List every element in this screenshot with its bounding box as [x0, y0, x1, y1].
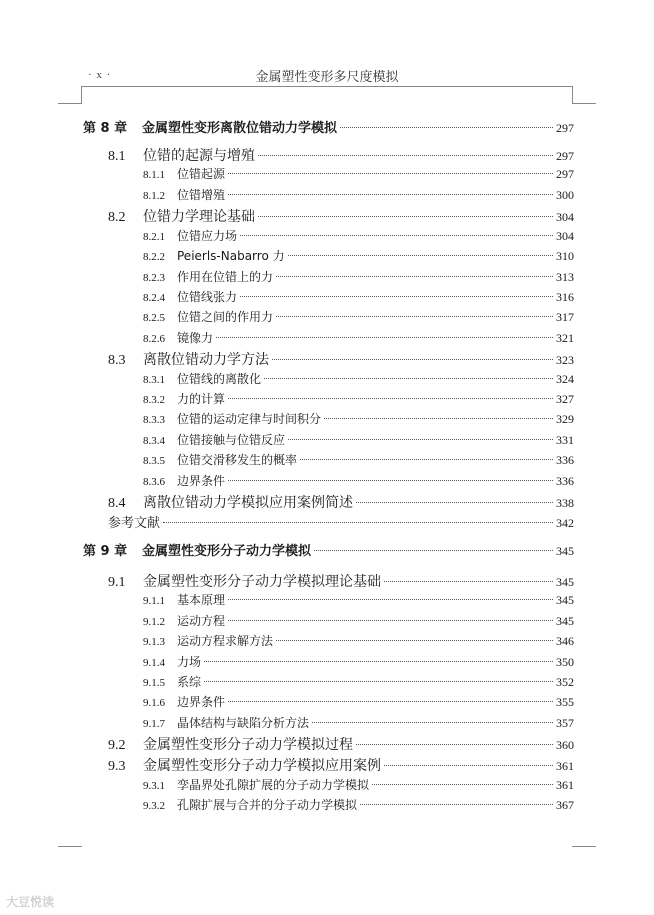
- toc-entry-number: 8.1.2: [143, 190, 165, 202]
- dot-leader: [384, 765, 553, 766]
- toc-entry-chapter: [83, 117, 574, 136]
- toc-entry-title: 位错应力场: [177, 229, 238, 243]
- toc-entry-title: 力的计算: [177, 392, 226, 406]
- toc-entry-number: 9.1.3: [143, 636, 165, 648]
- dot-leader: [276, 276, 553, 277]
- toc-entry-page: 345: [556, 544, 574, 558]
- toc-entry-page: 310: [556, 249, 574, 263]
- toc-entry-section: [108, 349, 574, 369]
- toc-entry-ref: [108, 512, 574, 531]
- dot-leader: [276, 640, 553, 641]
- toc-entry-number: 8.3.5: [143, 455, 165, 467]
- toc-entry-sub: [143, 410, 574, 427]
- toc-entry-sub: [143, 632, 574, 649]
- toc-entry-title: 孪晶界处孔隙扩展的分子动力学模拟: [177, 778, 370, 792]
- toc-entry-number: 8.1.1: [143, 169, 165, 181]
- toc-entry-section: [108, 145, 574, 165]
- crop-mark-tr-vertical: [572, 86, 573, 104]
- toc-entry-title: 金属塑性变形分子动力学模拟理论基础: [143, 574, 381, 590]
- toc-entry-number: 9.1.2: [143, 616, 165, 628]
- toc-entry-number: 8.3: [108, 353, 126, 368]
- toc-entry-title: 离散位错动力学模拟应用案例简述: [143, 495, 353, 511]
- toc-entry-title: 金属塑性变形离散位错动力学模拟: [142, 121, 338, 136]
- dot-leader: [288, 255, 553, 256]
- toc-entry-page: 345: [556, 593, 574, 607]
- toc-entry-page: 345: [556, 575, 574, 589]
- toc-entry-sub: [143, 612, 574, 629]
- toc-entry-sub: [143, 390, 574, 407]
- toc-entry-sub: [143, 268, 574, 285]
- toc-entry-title: 位错之间的作用力: [177, 310, 274, 324]
- crop-mark-br-horizontal: [572, 846, 596, 847]
- toc-entry-page: 297: [556, 167, 574, 181]
- toc-entry-sub: [143, 186, 574, 203]
- toc-entry-sub: [143, 673, 574, 690]
- toc-entry-title: 边界条件: [177, 695, 226, 709]
- toc-entry-title: 位错线张力: [177, 290, 238, 304]
- toc-entry-number: 8.2.1: [143, 231, 165, 243]
- dot-leader: [258, 216, 553, 217]
- toc-entry-sub: [143, 451, 574, 468]
- toc-entry-number: 9.3: [108, 759, 126, 774]
- toc-entry-title: 基本原理: [177, 593, 226, 607]
- toc-entry-number: 8.3.1: [143, 374, 165, 386]
- dot-leader: [314, 550, 553, 551]
- toc-entry-number: 8.1: [108, 149, 126, 164]
- toc-entry-title: 位错力学理论基础: [143, 209, 255, 225]
- toc-entry-number: 第 9 章: [83, 544, 128, 559]
- dot-leader: [228, 398, 553, 399]
- dot-leader: [272, 359, 553, 360]
- toc-entry-title: 镜像力: [177, 331, 214, 345]
- toc-entry-sub: [143, 227, 574, 244]
- toc-entry-number: 9.1.1: [143, 595, 165, 607]
- toc-entry-number: 8.2.4: [143, 292, 165, 304]
- dot-leader: [360, 804, 553, 805]
- dot-leader: [384, 581, 553, 582]
- dot-leader: [216, 337, 553, 338]
- toc-entry-sub: [143, 247, 574, 264]
- dot-leader: [204, 661, 553, 662]
- dot-leader: [240, 296, 553, 297]
- toc-entry-page: 300: [556, 188, 574, 202]
- toc-entry-page: 329: [556, 412, 574, 426]
- dot-leader: [356, 744, 553, 745]
- dot-leader: [288, 439, 553, 440]
- toc-entry-number: 9.1.7: [143, 718, 165, 730]
- toc-entry-page: 338: [556, 496, 574, 510]
- toc-entry-title: 孔隙扩展与合并的分子动力学模拟: [177, 798, 358, 812]
- toc-entry-page: 350: [556, 655, 574, 669]
- toc-entry-number: 8.2.6: [143, 333, 165, 345]
- toc-entry-sub: [143, 591, 574, 608]
- dot-leader: [240, 235, 553, 236]
- toc-entry-title: 金属塑性变形分子动力学模拟过程: [143, 737, 353, 753]
- dot-leader: [228, 620, 553, 621]
- toc-entry-page: 317: [556, 310, 574, 324]
- dot-leader: [356, 502, 553, 503]
- dot-leader: [340, 127, 553, 128]
- toc-entry-title: 力场: [177, 655, 202, 669]
- toc-entry-title: 晶体结构与缺陷分析方法: [177, 716, 310, 730]
- dot-leader: [228, 599, 553, 600]
- toc-entry-number: 9.3.2: [143, 800, 165, 812]
- crop-mark-bl-horizontal: [58, 846, 82, 847]
- toc-entry-title: 作用在位错上的力: [177, 270, 274, 284]
- running-header-title: 金属塑性变形多尺度模拟: [255, 70, 399, 85]
- dot-leader: [300, 459, 553, 460]
- toc-entry-section: [108, 206, 574, 226]
- toc-entry-page: 324: [556, 372, 574, 386]
- toc-entry-page: 360: [556, 738, 574, 752]
- toc-entry-title: 位错交滑移发生的概率: [177, 453, 298, 467]
- toc-entry-page: 357: [556, 716, 574, 730]
- toc-entry-page: 361: [556, 759, 574, 773]
- toc-entry-page: 352: [556, 675, 574, 689]
- toc-entry-title: 边界条件: [177, 474, 226, 488]
- toc-entry-sub: [143, 431, 574, 448]
- toc-entry-number: 9.1.4: [143, 657, 165, 669]
- page-number-roman: · x ·: [88, 69, 112, 81]
- toc-entry-page: 297: [556, 149, 574, 163]
- toc-entry-title: 参考文献: [108, 516, 161, 531]
- toc-entry-sub: [143, 653, 574, 670]
- toc-entry-page: 304: [556, 210, 574, 224]
- toc-entry-title: 位错线的离散化: [177, 372, 262, 386]
- toc-entry-title: 位错的运动定律与时间积分: [177, 412, 322, 426]
- dot-leader: [228, 173, 553, 174]
- toc-entry-number: 第 8 章: [83, 121, 128, 136]
- header-rule: [81, 86, 573, 87]
- toc-entry-number: 8.3.6: [143, 476, 165, 488]
- toc-entry-title: 运动方程: [177, 614, 226, 628]
- toc-entry-sub: [143, 288, 574, 305]
- toc-entry-page: 346: [556, 634, 574, 648]
- crop-mark-tl-vertical: [81, 86, 82, 104]
- toc-entry-sub: [143, 796, 574, 813]
- toc-entry-sub: [143, 472, 574, 489]
- toc-entry-sub: [143, 714, 574, 731]
- dot-leader: [228, 194, 553, 195]
- toc-entry-number: 9.1.5: [143, 677, 165, 689]
- toc-entry-page: 336: [556, 474, 574, 488]
- toc-entry-title: 位错接触与位错反应: [177, 433, 286, 447]
- toc-entry-chapter: [83, 540, 574, 559]
- dot-leader: [372, 784, 553, 785]
- toc-entry-page: 336: [556, 453, 574, 467]
- toc-entry-page: 367: [556, 798, 574, 812]
- toc-entry-title: 系综: [177, 675, 202, 689]
- toc-entry-title: 位错起源: [177, 167, 226, 181]
- toc-entry-section: [108, 571, 574, 591]
- toc-entry-sub: [143, 693, 574, 710]
- dot-leader: [163, 522, 553, 523]
- toc-entry-section: [108, 755, 574, 775]
- toc-entry-number: 9.1.6: [143, 697, 165, 709]
- toc-entry-page: 361: [556, 778, 574, 792]
- toc-entry-sub: [143, 308, 574, 325]
- toc-entry-number: 8.4: [108, 496, 126, 511]
- dot-leader: [204, 681, 553, 682]
- dot-leader: [276, 316, 553, 317]
- toc-entry-number: 9.3.1: [143, 780, 165, 792]
- toc-entry-section: [108, 734, 574, 754]
- toc-entry-number: 9.2: [108, 738, 126, 753]
- toc-entry-page: 297: [556, 121, 574, 135]
- toc-entry-number: 8.3.3: [143, 414, 165, 426]
- dot-leader: [312, 722, 553, 723]
- toc-entry-page: 323: [556, 353, 574, 367]
- toc-entry-title: 金属塑性变形分子动力学模拟: [142, 544, 312, 559]
- toc-entry-number: 8.2: [108, 210, 126, 225]
- dot-leader: [258, 155, 553, 156]
- toc-entry-sub: [143, 370, 574, 387]
- toc-entry-number: 8.2.3: [143, 272, 165, 284]
- toc-entry-page: 321: [556, 331, 574, 345]
- dot-leader: [264, 378, 553, 379]
- toc-entry-page: 327: [556, 392, 574, 406]
- toc-entry-number: 8.2.5: [143, 312, 165, 324]
- dot-leader: [324, 418, 553, 419]
- toc-entry-number: 8.3.4: [143, 435, 165, 447]
- toc-entry-number: 9.1: [108, 575, 126, 590]
- toc-entry-title: Peierls-Nabarro 力: [177, 249, 285, 263]
- toc-entry-page: 316: [556, 290, 574, 304]
- toc-entry-page: 355: [556, 695, 574, 709]
- toc-entry-sub: [143, 776, 574, 793]
- crop-mark-tl-horizontal: [58, 103, 82, 104]
- toc-entry-page: 342: [556, 516, 574, 530]
- toc-entry-page: 304: [556, 229, 574, 243]
- toc-entry-title: 离散位错动力学方法: [143, 352, 269, 368]
- crop-mark-tr-horizontal: [572, 103, 596, 104]
- toc-entry-sub: [143, 165, 574, 182]
- toc-entry-title: 位错的起源与增殖: [143, 148, 255, 164]
- toc-entry-sub: [143, 329, 574, 346]
- toc-entry-number: 8.3.2: [143, 394, 165, 406]
- toc-entry-page: 331: [556, 433, 574, 447]
- toc-entry-section: [108, 492, 574, 512]
- toc-entry-page: 313: [556, 270, 574, 284]
- toc-entry-page: 345: [556, 614, 574, 628]
- toc-entry-number: 8.2.2: [143, 251, 165, 263]
- toc-entry-title: 金属塑性变形分子动力学模拟应用案例: [143, 758, 381, 774]
- toc-entry-title: 位错增殖: [177, 188, 226, 202]
- toc-entry-title: 运动方程求解方法: [177, 634, 274, 648]
- dot-leader: [228, 480, 553, 481]
- watermark-logo: 大豆悦读: [6, 895, 55, 909]
- dot-leader: [228, 701, 553, 702]
